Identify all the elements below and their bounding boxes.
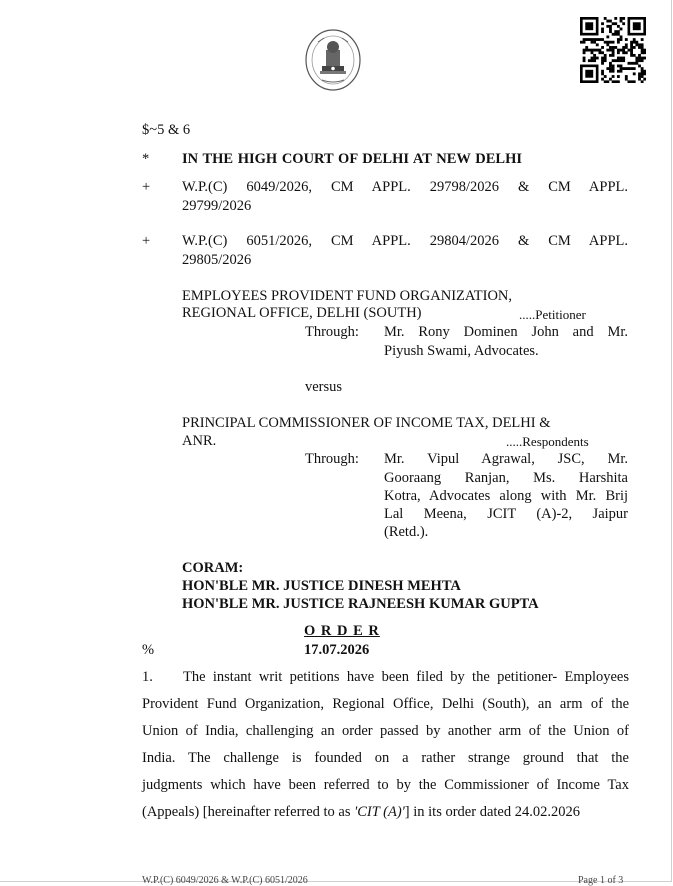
respondent-counsel-line2: Gooraang Ranjan, Ms. Harshita [384,470,628,486]
respondent-through-label: Through: [305,451,359,467]
petitioner-counsel-line2: Piyush Swami, Advocates. [384,343,539,359]
respondent-counsel-line3: Kotra, Advocates along with Mr. Brij [384,488,628,504]
case-number-2-line1: W.P.(C) 6051/2026, CM APPL. 29804/2026 & CM APPL. [182,233,628,249]
paragraph-line-2: Provident Fund Organization, Regional Office, Delhi (South), an arm of the [142,696,629,712]
paragraph-number: 1. [142,669,153,685]
cit-abbrev: 'CIT (A)' [354,804,405,820]
plus-marker-2: + [142,233,151,249]
paragraph-line-4: India. The challenge is founded on a rather strange ground that the [142,750,629,766]
court-title: IN THE HIGH COURT OF DELHI AT NEW DELHI [182,151,522,167]
order-title: O R D E R [304,623,380,639]
coram-label: CORAM: [182,560,244,576]
order-date: 17.07.2026 [304,642,370,658]
case-number-1-line1: W.P.(C) 6049/2026, CM APPL. 29798/2026 & CM APPL. [182,179,628,195]
respondent-counsel-line1: Mr. Vipul Agrawal, JSC, Mr. [384,451,628,467]
listing-number: $~5 & 6 [142,122,191,138]
star-marker: * [142,151,150,167]
respondent-name-line2: ANR. [182,433,217,449]
court-emblem-icon [304,28,362,92]
petitioner-name-line2: REGIONAL OFFICE, DELHI (SOUTH) [182,305,422,321]
footer-page-number: Page 1 of 3 [578,875,624,886]
plus-marker-1: + [142,179,151,195]
respondent-counsel-line4: Lal Meena, JCIT (A)-2, Jaipur [384,506,628,522]
respondent-name-line1: PRINCIPAL COMMISSIONER OF INCOME TAX, DELHI & [182,415,551,431]
paragraph-line-6 [142,799,629,827]
judge-2: HON'BLE MR. JUSTICE RAJNEESH KUMAR GUPTA [182,596,539,612]
footer-case-ref: W.P.(C) 6049/2026 & W.P.(C) 6051/2026 [142,875,308,886]
case-number-2-line2: 29805/2026 [182,252,252,268]
petitioner-name-line1: EMPLOYEES PROVIDENT FUND ORGANIZATION, [182,288,513,304]
paragraph-line-3: Union of India, challenging an order passed by another arm of the Union of [142,723,629,739]
respondent-counsel-line5: (Retd.). [384,524,429,540]
paragraph-line-6-end: ] in its order dated 24.02.2026 [404,804,580,820]
petitioner-through-label: Through: [305,324,359,340]
respondent-role: .....Respondents [506,434,589,449]
petitioner-role: .....Petitioner [519,307,586,322]
petitioner-counsel-line1: Mr. Rony Dominen John and Mr. [384,324,628,340]
paragraph-line-1: The instant writ petitions have been filed by the petitioner- Employees [183,669,629,685]
paragraph-line-6-start: (Appeals) [hereinafter referred to as [142,804,355,820]
percent-marker: % [142,642,155,658]
qr-code-icon [580,17,646,83]
versus-label: versus [305,379,343,395]
case-number-1-line2: 29799/2026 [182,198,252,214]
judge-1: HON'BLE MR. JUSTICE DINESH MEHTA [182,578,461,594]
paragraph-line-5: judgments which have been referred to by the Commissioner of Income Tax [142,777,629,793]
